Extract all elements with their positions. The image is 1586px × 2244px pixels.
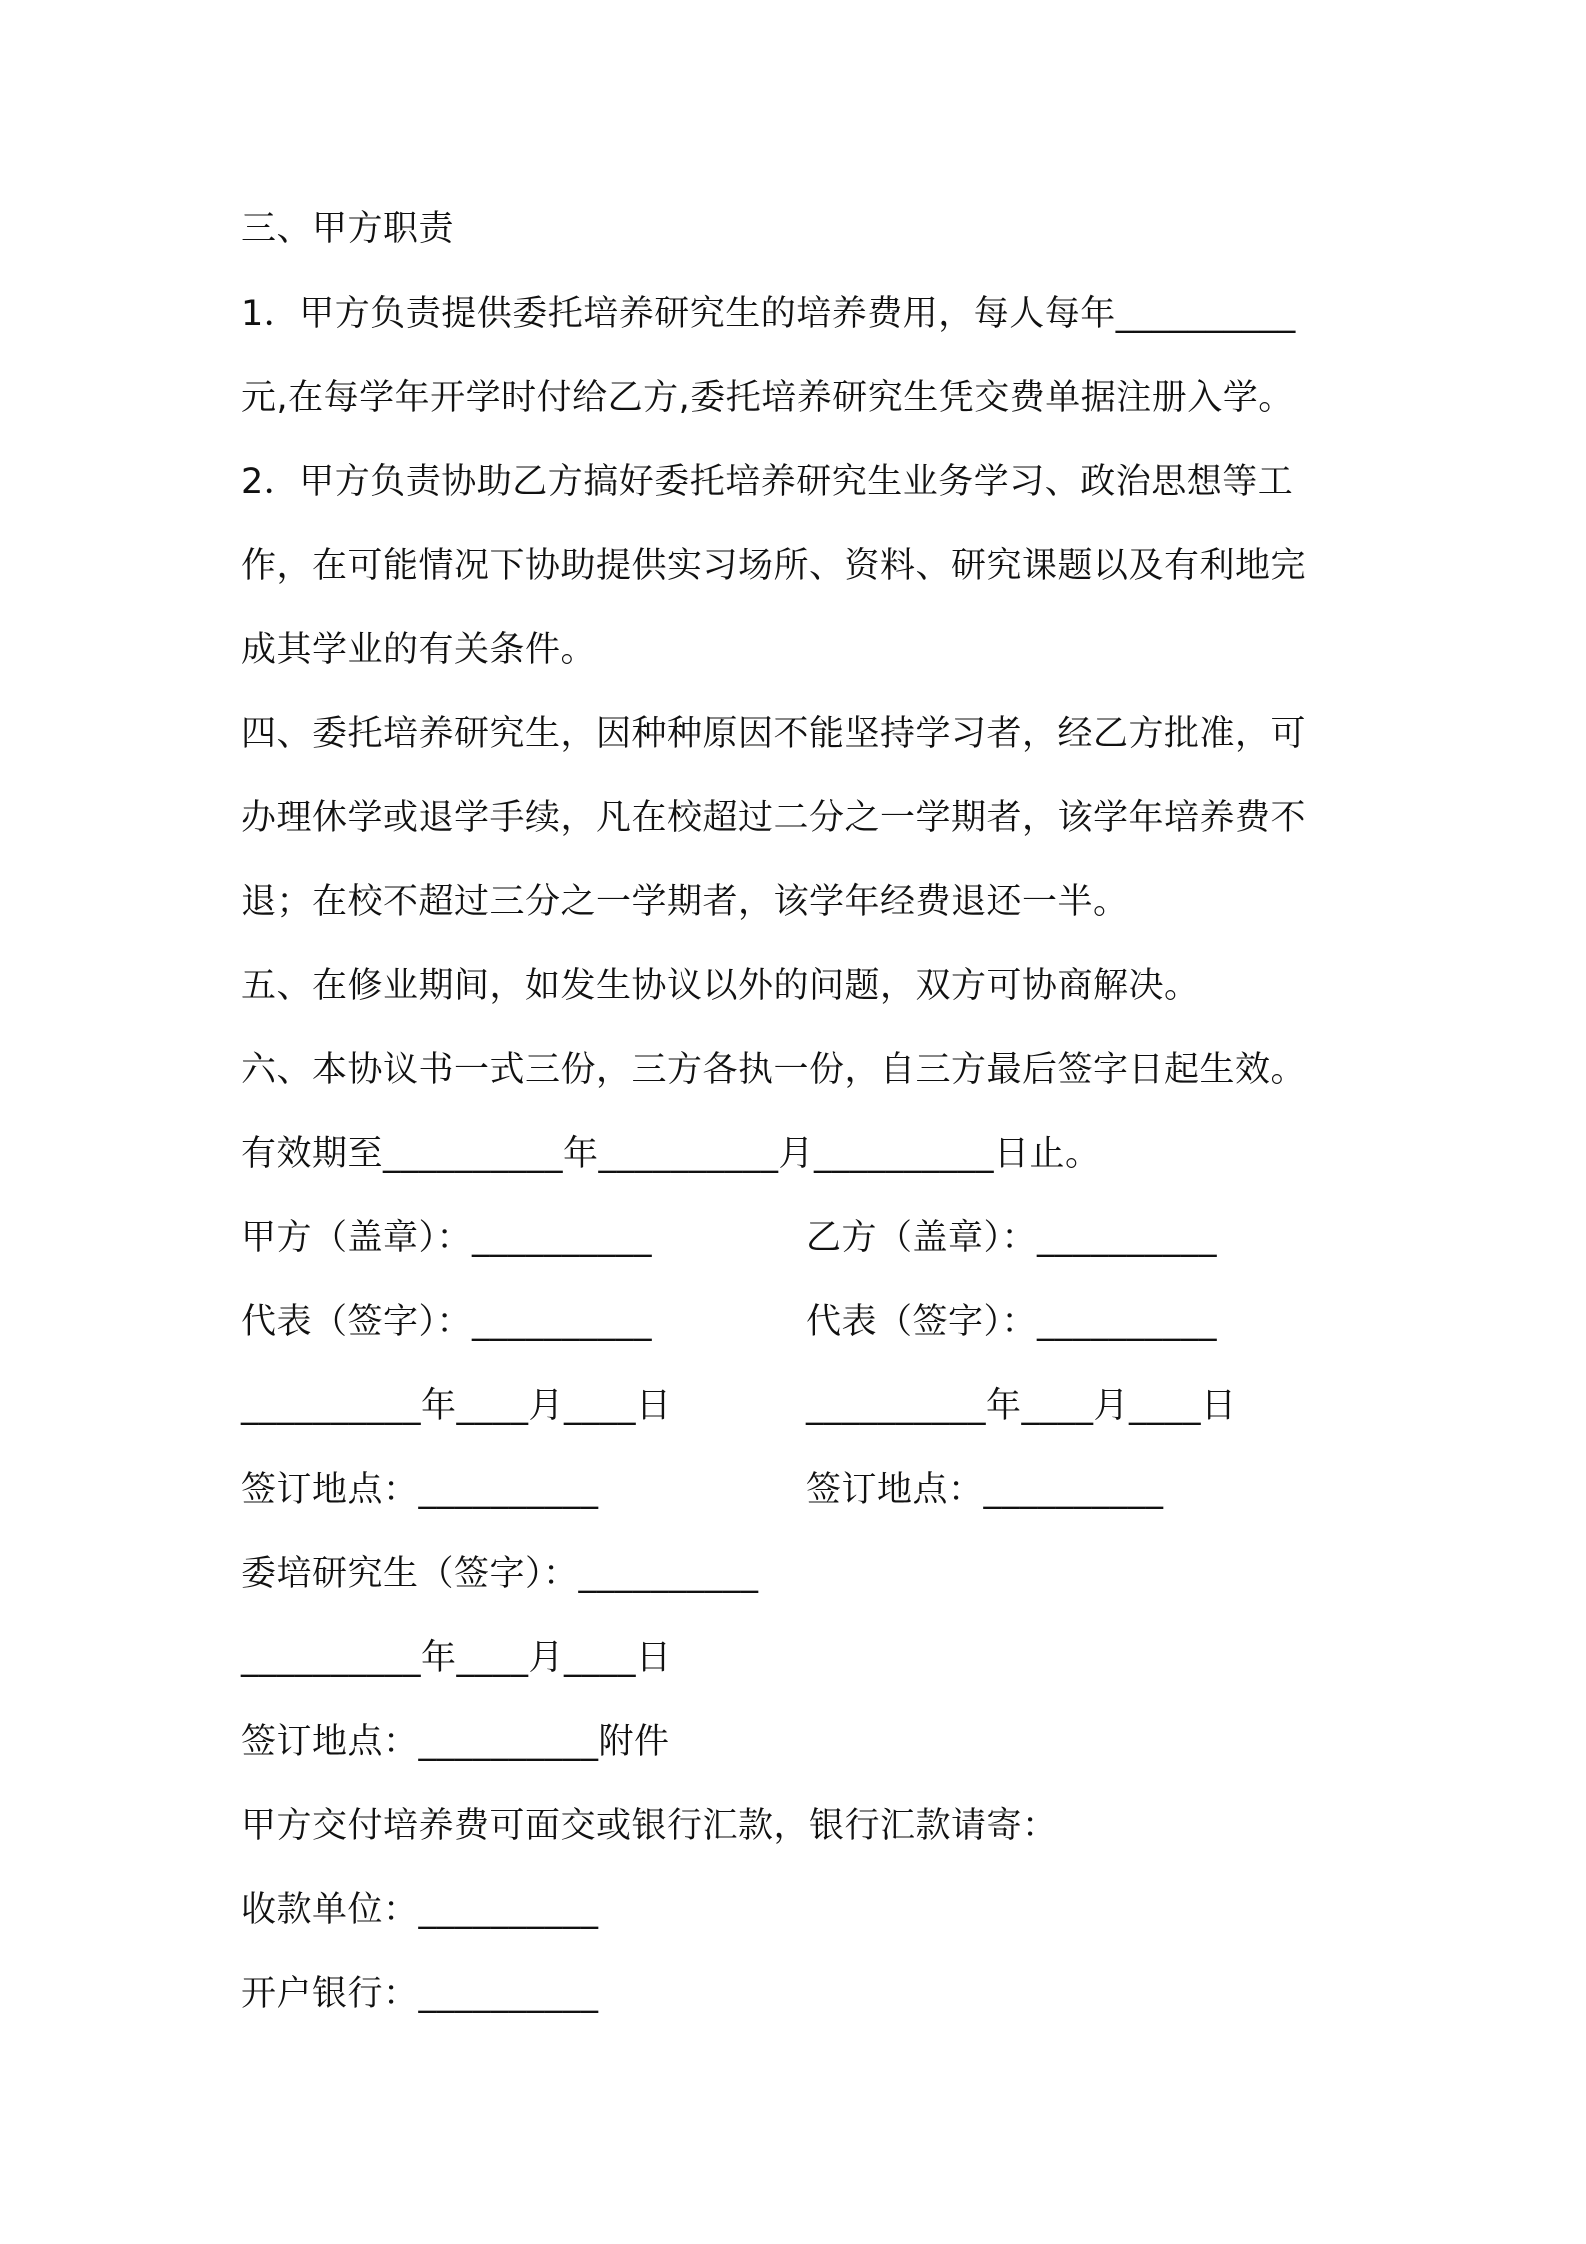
clause-2-line-3: 成其学业的有关条件。 [241,630,597,670]
section-3-heading: 三、甲方职责 [241,209,455,249]
student-signing-place: 签订地点：__________附件 [241,1722,670,1762]
party-a-representative: 代表（签字）：__________ [241,1302,653,1342]
section-5: 五、在修业期间，如发生协议以外的问题，双方可协商解决。 [241,966,1200,1006]
clause-2-line-1: 2．甲方负责协助乙方搞好委托培养研究生业务学习、政治思想等工 [241,462,1294,502]
party-a-signing-place: 签订地点：__________ [241,1470,599,1510]
opening-bank: 开户银行：__________ [241,1974,599,2014]
section-6: 六、本协议书一式三份，三方各执一份，自三方最后签字日起生效。 [241,1050,1307,1090]
section-4-line-1: 四、委托培养研究生，因种种原因不能坚持学习者，经乙方批准，可 [241,714,1307,754]
party-b-date: __________年____月____日 [806,1386,1237,1426]
clause-1-line-1: 1．甲方负责提供委托培养研究生的培养费用，每人每年__________ [241,294,1296,334]
section-4-line-2: 办理休学或退学手续，凡在校超过二分之一学期者，该学年培养费不 [241,798,1307,838]
party-b-signing-place: 签订地点：__________ [806,1470,1164,1510]
party-b-seal: 乙方（盖章）：__________ [806,1218,1218,1258]
payee-unit: 收款单位：__________ [241,1890,599,1930]
section-4-line-3: 退；在校不超过三分之一学期者，该学年经费退还一半。 [241,882,1129,922]
validity-period: 有效期至__________年__________月__________日止。 [241,1134,1101,1174]
party-a-seal: 甲方（盖章）：__________ [241,1218,653,1258]
clause-2-line-2: 作，在可能情况下协助提供实习场所、资料、研究课题以及有利地完 [241,546,1307,586]
party-a-date: __________年____月____日 [241,1386,672,1426]
party-b-representative: 代表（签字）：__________ [806,1302,1218,1342]
student-date: __________年____月____日 [241,1638,672,1678]
student-signature: 委培研究生（签字）：__________ [241,1554,759,1594]
payment-note: 甲方交付培养费可面交或银行汇款，银行汇款请寄： [241,1806,1058,1846]
clause-1-line-2: 元,在每学年开学时付给乙方,委托培养研究生凭交费单据注册入学。 [241,378,1294,418]
